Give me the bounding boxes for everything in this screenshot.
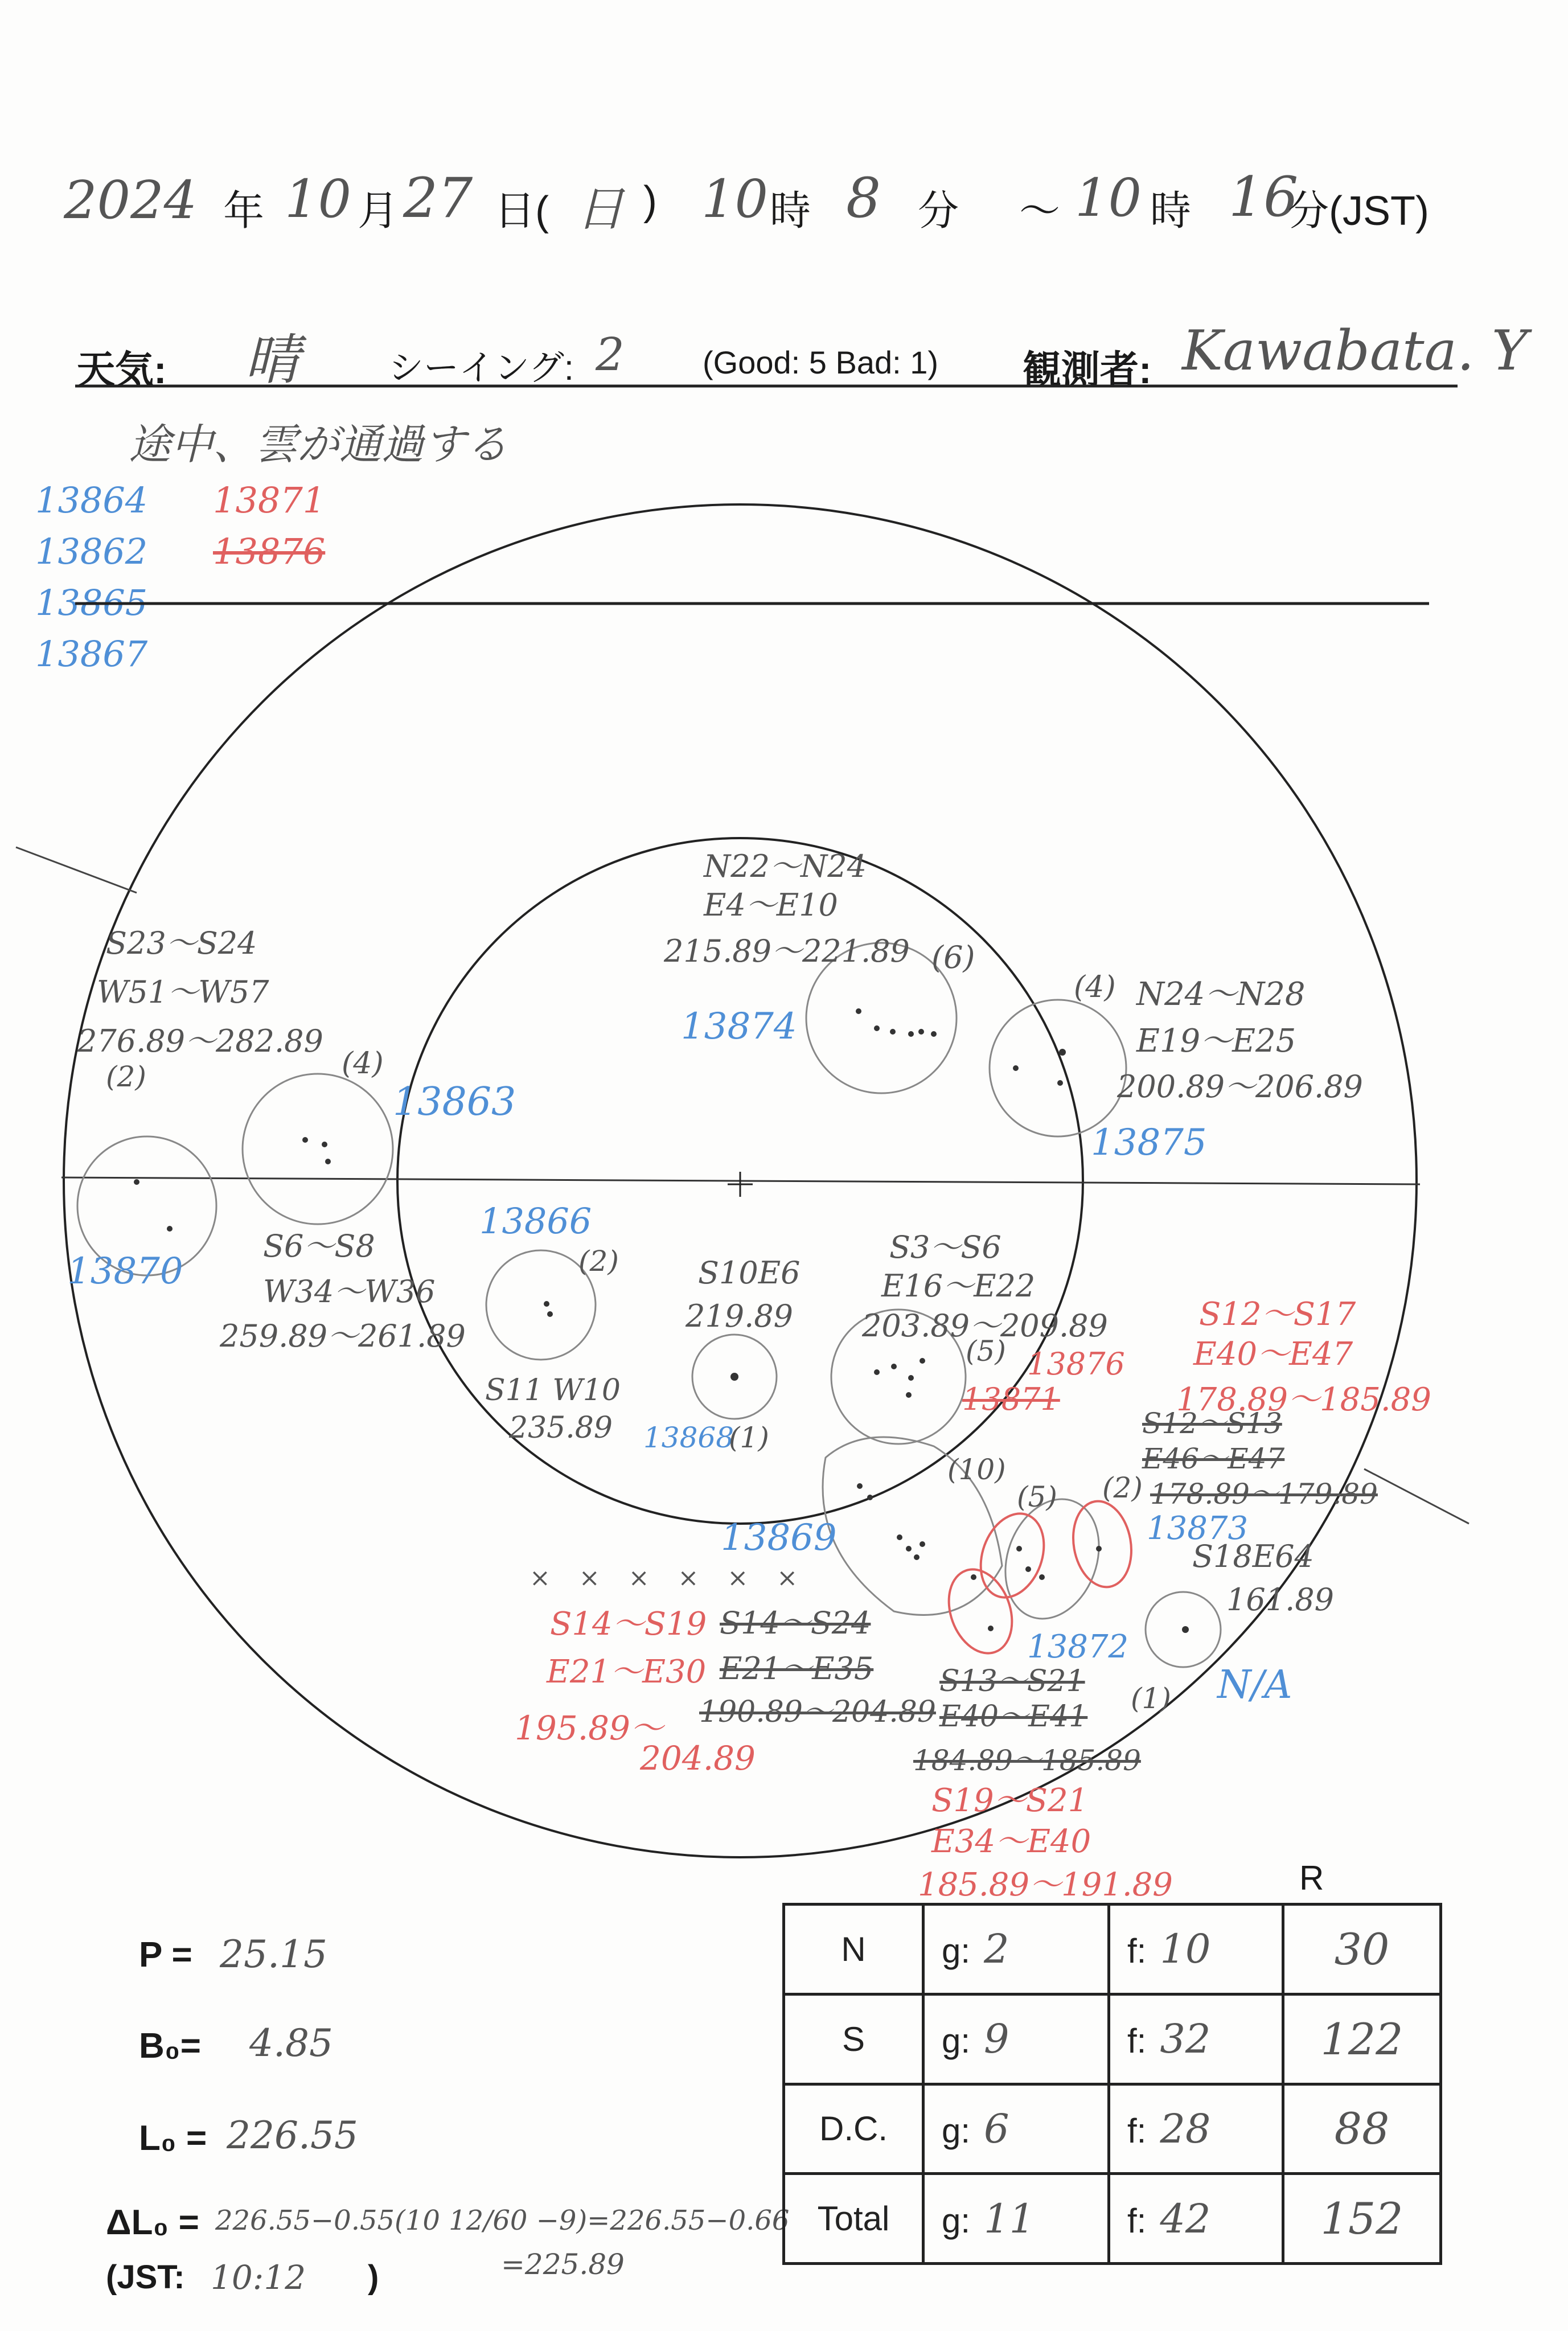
spot <box>920 1358 925 1364</box>
g-value: 2 <box>984 1926 1009 1973</box>
g-label: g: <box>942 1932 971 1971</box>
spot <box>1016 1546 1022 1552</box>
spot <box>1025 1566 1031 1572</box>
jst-value: 10:12 <box>211 2258 306 2297</box>
region-list-blue-1: 13864 <box>35 479 148 521</box>
sw-red-lat: S14～S19 <box>550 1606 707 1643</box>
start-min: 8 <box>846 166 881 230</box>
g-value: 6 <box>984 2105 1009 2152</box>
axis-line-right <box>1364 1469 1469 1524</box>
r-cell <box>1283 2174 1441 2264</box>
group-s3-position: S18E64 <box>1192 1538 1314 1574</box>
spot <box>988 1626 994 1631</box>
region-list-red-1: 13871 <box>213 479 326 521</box>
year-unit: 年 <box>223 188 265 234</box>
f-label: f: <box>1127 2201 1147 2240</box>
group-c2-carrington: 219.89 <box>686 1298 793 1334</box>
f-value: 32 <box>1160 2016 1211 2063</box>
table-row <box>784 2084 1441 2174</box>
group-top-carrington: 215.89～221.89 <box>664 933 910 969</box>
group-c3-carrington: 203.89～209.89 <box>862 1308 1108 1344</box>
group-top-count: (6) <box>931 939 975 975</box>
group-top-labels <box>704 847 867 925</box>
r-cell <box>1283 1994 1441 2084</box>
group-c3-noaa: 13876 <box>1027 1346 1125 1382</box>
jst-close: ) <box>368 2259 379 2296</box>
jst-label: (JST: <box>106 2259 185 2296</box>
sw-red-carrington-end: 204.89 <box>640 1739 756 1778</box>
time-range-tilde: ～ <box>1019 188 1061 234</box>
weekday-value: 日 <box>576 181 625 237</box>
f-cell <box>1109 2174 1283 2264</box>
g-value: 11 <box>984 2195 1035 2242</box>
g-cell <box>923 1905 1109 1995</box>
s-red-lon: E34～E40 <box>931 1823 1091 1860</box>
spot <box>914 1554 920 1560</box>
f-label: f: <box>1127 2111 1147 2150</box>
b0-value: 4.85 <box>249 2021 333 2065</box>
group-w2-carrington: 259.89～261.89 <box>220 1318 466 1354</box>
table-row <box>784 1905 1441 1995</box>
group-s3-noaa: N/A <box>1217 1663 1292 1708</box>
spot <box>325 1159 331 1164</box>
f-value: 28 <box>1160 2105 1211 2152</box>
end-hour: 10 <box>1075 167 1142 228</box>
end-hour-unit: 時 <box>1150 188 1192 234</box>
end-min: 16 <box>1229 165 1299 229</box>
r-value: 30 <box>1334 1923 1390 1975</box>
group-w2-lat: S6～S8 <box>263 1228 375 1264</box>
spot <box>874 1025 880 1031</box>
spot <box>322 1142 327 1147</box>
sunspot-count-table <box>782 1903 1442 2265</box>
sunspot-group-outline-ne <box>990 1000 1126 1136</box>
ne-strike-lat: S12～S13 <box>1142 1407 1282 1440</box>
region-list-red-2: 13876 <box>213 531 326 572</box>
ne-red-lat: S12～S17 <box>1199 1296 1356 1333</box>
r-value: 88 <box>1334 2103 1390 2154</box>
r-column-header: R <box>1299 1859 1324 1897</box>
p-value: 25.15 <box>220 1932 327 1976</box>
group-s1-count: (10) <box>947 1453 1006 1486</box>
s-strike-lon: E40～E41 <box>939 1700 1088 1734</box>
spot <box>547 1311 553 1317</box>
r-value: 122 <box>1320 2013 1403 2065</box>
group-top-noaa: 13874 <box>681 1006 797 1048</box>
spot <box>931 1031 937 1037</box>
group-top-lon: E4～E10 <box>704 887 838 923</box>
red-outline-a <box>938 1561 1023 1662</box>
s-strike-carrington: 184.89～185.89 <box>913 1744 1141 1777</box>
group-c1-carrington: 235.89 <box>509 1411 613 1445</box>
sw-strike-lon: E21～E35 <box>720 1651 874 1686</box>
spot <box>544 1301 549 1307</box>
spot <box>856 1008 861 1014</box>
group-w1-count: (2) <box>106 1060 146 1093</box>
f-cell <box>1109 1994 1283 2084</box>
ne-count: (2) <box>1102 1471 1143 1504</box>
sw-strike-carrington: 190.89～204.89 <box>699 1695 936 1729</box>
l0-value: 226.55 <box>227 2114 358 2157</box>
spot <box>1182 1626 1189 1633</box>
spot <box>302 1137 308 1143</box>
sw-cross-marks: × × × × × × <box>529 1563 808 1593</box>
spot <box>1013 1065 1019 1071</box>
ne-strike-carrington: 178.89～179.89 <box>1150 1478 1378 1511</box>
weather-value: 晴 <box>245 328 299 392</box>
group-top-lat: N22～N24 <box>704 848 867 884</box>
group-s2-noaa: 13872 <box>1027 1628 1129 1665</box>
group-w2-count: (4) <box>342 1047 384 1081</box>
group-ne-noaa: 13875 <box>1091 1122 1207 1164</box>
group-w1-lon: W51～W57 <box>97 974 269 1010</box>
spot <box>857 1483 863 1489</box>
group-c2-noaa: 13868 <box>643 1421 734 1454</box>
observation-note: 途中、雲が通過する <box>129 420 508 469</box>
spot <box>908 1031 914 1037</box>
day-value: 27 <box>403 166 473 230</box>
g-cell <box>923 2174 1109 2264</box>
spot <box>167 1226 173 1232</box>
group-c3-count: (5) <box>966 1335 1006 1368</box>
observer-name: Kawabata. Y <box>1182 319 1528 383</box>
g-label: g: <box>942 2201 971 2240</box>
region-list-blue-2: 13862 <box>35 531 148 572</box>
ne-red-carrington: 178.89～185.89 <box>1176 1381 1431 1418</box>
f-label: f: <box>1127 1932 1147 1971</box>
sw-red-carrington-start: 195.89～ <box>515 1709 663 1747</box>
group-s2-count: (5) <box>1017 1480 1057 1513</box>
delta-l0-formula: 226.55−0.55(10 12/60 −9)=226.55−0.66 <box>215 2205 790 2236</box>
ne-red-lon: E40～E47 <box>1193 1336 1353 1373</box>
s-red-lat: S19～S21 <box>931 1782 1089 1819</box>
group-w1-noaa: 13870 <box>67 1250 183 1292</box>
spot <box>890 1029 896 1035</box>
group-w2-noaa: 13863 <box>393 1080 516 1125</box>
group-c1-count: (2) <box>578 1245 619 1278</box>
seeing-scale: (Good: 5 Bad: 1) <box>703 344 939 380</box>
spot <box>874 1369 880 1375</box>
spot <box>867 1495 873 1500</box>
l0-label: L₀ = <box>139 2119 207 2158</box>
month-unit: 月 <box>358 188 399 234</box>
ne-noaa: 13873 <box>1147 1510 1249 1547</box>
region-list-blue-4: 13867 <box>35 633 148 675</box>
g-cell <box>923 1994 1109 2084</box>
f-value: 42 <box>1160 2195 1211 2242</box>
group-ne-lon: E19～E25 <box>1136 1023 1296 1060</box>
group-c3-lat: S3～S6 <box>889 1229 1001 1265</box>
group-c2-position: S10E6 <box>698 1255 801 1291</box>
spot <box>920 1541 925 1547</box>
f-value: 10 <box>1160 1926 1211 1973</box>
spot <box>918 1029 924 1035</box>
day-unit: 日( <box>494 188 549 234</box>
table-row <box>784 2174 1441 2264</box>
red-outline-c <box>1067 1496 1138 1591</box>
spot <box>971 1574 976 1580</box>
f-label: f: <box>1127 2022 1147 2061</box>
row-label-total: Total <box>784 2174 923 2264</box>
group-c3-lon: E16～E22 <box>881 1268 1036 1304</box>
g-value: 9 <box>984 2016 1009 2063</box>
group-w2-lon: W34～W36 <box>263 1274 436 1310</box>
g-label: g: <box>942 2022 971 2061</box>
seeing-label: シーイング: <box>388 348 574 388</box>
weather-label: 天気: <box>76 348 167 392</box>
sw-strike-lat: S14～S24 <box>720 1605 871 1641</box>
g-cell <box>923 2084 1109 2174</box>
spot <box>1039 1574 1045 1580</box>
b0-label: B₀= <box>139 2026 201 2066</box>
seeing-value: 2 <box>596 328 625 381</box>
sw-red-lon: E21～E30 <box>547 1653 707 1690</box>
sunspot-group-outline-w2 <box>243 1074 393 1224</box>
group-s1-noaa: 13869 <box>721 1517 837 1559</box>
start-hour: 10 <box>701 169 769 229</box>
row-label-dc: D.C. <box>784 2084 923 2174</box>
group-s3-carrington: 161.89 <box>1226 1582 1334 1618</box>
ne-strike-lon: E46～E47 <box>1142 1442 1285 1475</box>
r-value: 152 <box>1320 2193 1403 2244</box>
f-cell <box>1109 2084 1283 2174</box>
group-c3-noaa-struck: 13871 <box>962 1381 1060 1417</box>
p-label: P = <box>139 1935 192 1975</box>
delta-l0-label: ΔL₀ = <box>106 2203 199 2242</box>
g-label: g: <box>942 2111 971 2150</box>
r-cell <box>1283 1905 1441 1995</box>
start-hour-unit: 時 <box>770 188 811 234</box>
spot <box>906 1546 912 1552</box>
year-value: 2024 <box>64 170 198 231</box>
spot <box>134 1179 139 1185</box>
spot <box>1059 1049 1066 1056</box>
group-c1-position: S11 W10 <box>485 1373 621 1407</box>
month-value: 10 <box>285 169 352 229</box>
group-ne-count: (4) <box>1074 970 1116 1004</box>
spot <box>730 1373 738 1381</box>
spot <box>1057 1080 1063 1086</box>
spot <box>1096 1546 1102 1552</box>
row-label-n: N <box>784 1905 923 1995</box>
spot <box>908 1375 914 1381</box>
delta-l0-result: =225.89 <box>501 2248 625 2281</box>
end-min-unit: 分(JST) <box>1288 188 1429 234</box>
group-c2-count: (1) <box>729 1421 769 1454</box>
row-label-s: S <box>784 1994 923 2084</box>
group-w1-carrington: 276.89～282.89 <box>77 1023 323 1059</box>
group-w1-lat: S23～S24 <box>106 925 257 961</box>
spot <box>891 1364 897 1369</box>
spot <box>906 1392 912 1398</box>
f-cell <box>1109 1905 1283 1995</box>
group-c1-noaa: 13866 <box>479 1200 592 1242</box>
observer-label: 観測者: <box>1023 348 1152 392</box>
group-ne-carrington: 200.89～206.89 <box>1117 1069 1363 1105</box>
region-list-blue-3: 13865 <box>35 582 148 623</box>
table-row <box>784 1994 1441 2084</box>
s-red-carrington: 185.89～191.89 <box>918 1866 1173 1903</box>
r-cell <box>1283 2084 1441 2174</box>
axis-line-left <box>16 847 137 893</box>
s-strike-lat: S13～S21 <box>939 1664 1085 1698</box>
weekday-close: ) <box>643 178 657 224</box>
group-s3-count: (1) <box>1131 1682 1171 1715</box>
start-min-unit: 分 <box>918 188 959 234</box>
spot <box>897 1534 902 1540</box>
group-ne-lat: N24～N28 <box>1136 976 1306 1013</box>
